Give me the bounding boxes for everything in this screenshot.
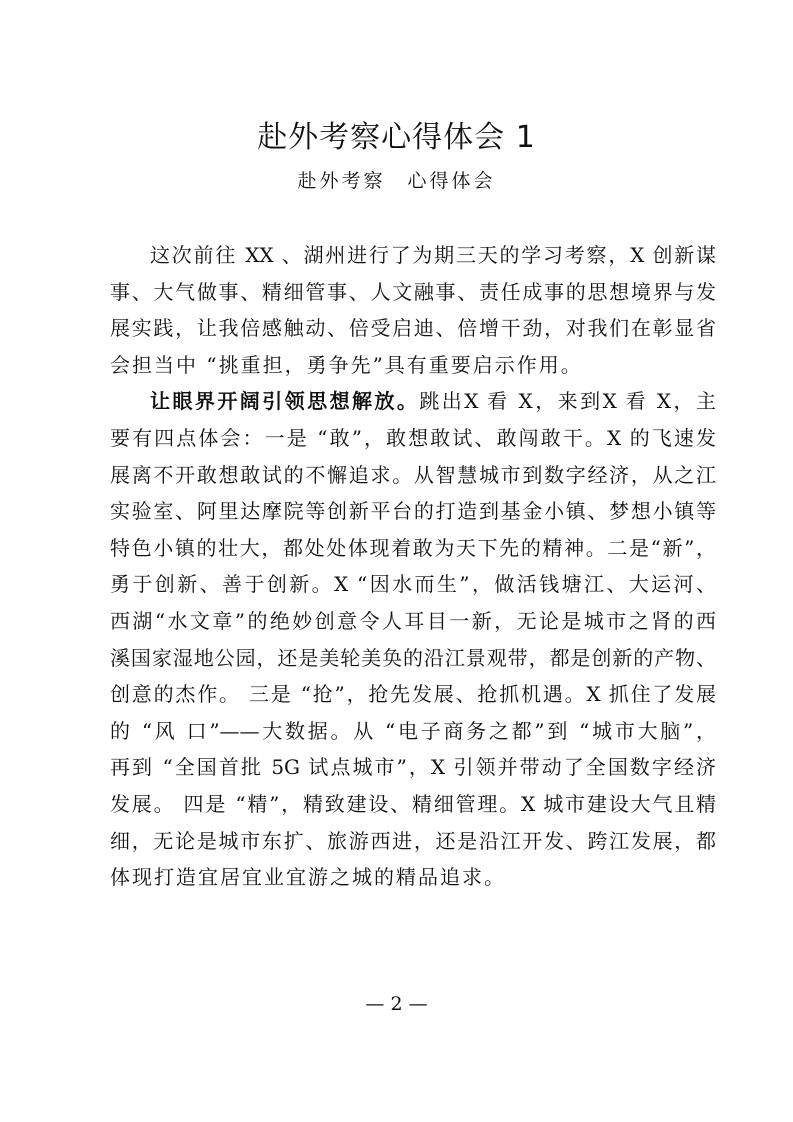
paragraph-lead-heading: 让眼界开阔引领思想解放。 [150,389,420,414]
paragraph-1 [110,237,716,383]
text-line: 展离不开敢想敢试的不懈追求。从智慧城市到数字经济，从之江 [110,462,716,487]
text-line: 展实践，让我倍感触动、倍受启迪、倍增干劲，对我们在彰显省 [110,316,716,341]
text-line: 会担当中 “挑重担，勇争先”具有重要启示作用。 [110,352,583,377]
text-line: 这次前往 XX 、湖州进行了为期三天的学习考察，X 创新谋 [150,243,716,267]
paragraph-2 [110,383,716,895]
page-number: — 2 — [365,993,428,1015]
text-line: 溪国家湿地公园，还是美轮美奂的沿江景观带，都是创新的产物、 [110,645,716,670]
text-line: 勇于创新、善于创新。X “因水而生”，做活钱塘江、大运河、 [110,572,716,597]
document-subtitle: 赴外考察 心得体会 [297,170,496,192]
text-line: 创意的杰作。 三是 “抢”，抢先发展、抢抓机遇。X 抓住了发展 [110,682,716,707]
text-line: 特色小镇的壮大，都处处体现着敢为天下先的精神。二是“新”， [110,535,716,560]
text-line: 事、大气做事、精细管事、人文融事、责任成事的思想境界与发 [110,279,716,304]
text-line: 再到 “全国首批 5G 试点城市”，X 引领并带动了全国数字经济 [110,755,716,780]
text-line: 的 “风 口”——大数据。从 “电子商务之都”到 “城市大脑”， [110,718,716,743]
text-line: 细，无论是城市东扩、旅游西进，还是沿江开发、跨江发展，都 [110,828,716,853]
document-title: 赴外考察心得体会 1 [257,120,536,155]
text-line: 体现打造宜居宜业宜游之城的精品追求。 [110,865,506,890]
document-body [110,237,716,896]
text-line: 实验室、阿里达摩院等创新平台的打造到基金小镇、梦想小镇等 [110,499,716,524]
text-line: 西湖“水文章”的绝妙创意令人耳目一新，无论是城市之肾的西 [110,608,716,633]
text-span: 跳出X 看 X，来到X 看 X，主 [419,389,716,414]
text-line: 要有四点体会：一是 “敢”，敢想敢试、敢闯敢干。X 的飞速发 [110,425,716,450]
text-line [110,383,716,420]
text-line: 发展。 四是 “精”，精致建设、精细管理。X 城市建设大气且精 [110,791,716,816]
